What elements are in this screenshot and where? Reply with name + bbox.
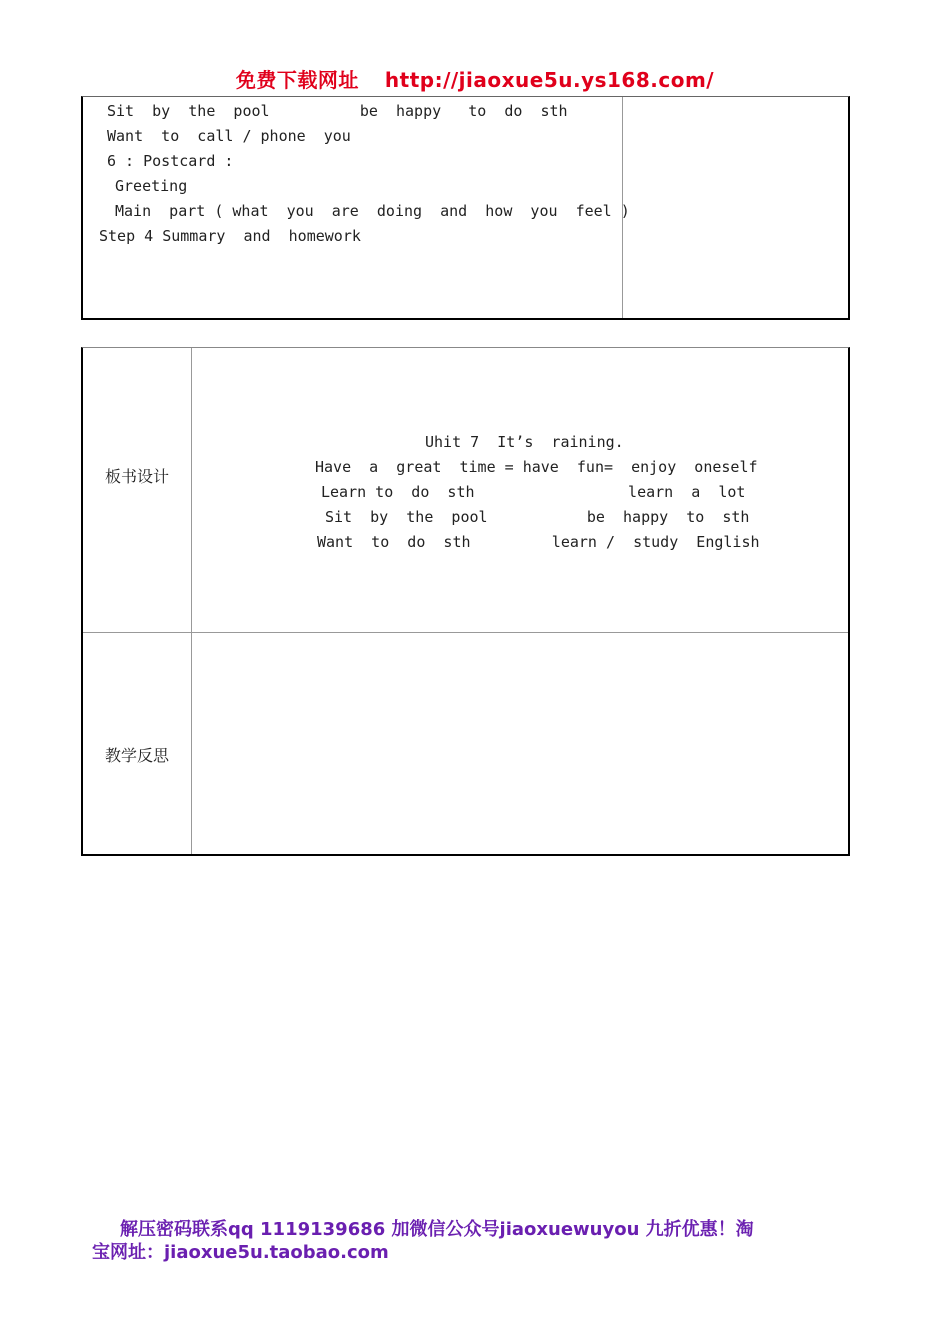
board-line: Have a great time = have fun= enjoy oneself [315, 458, 758, 476]
download-header [0, 64, 950, 93]
step-line: Main part ( what you are doing and how you feel ) [115, 202, 630, 220]
step-line: Want to call / phone you [107, 127, 351, 145]
board-line: Want to do sth learn / study English [317, 533, 760, 551]
footer-line-2: 宝网址：jiaoxue5u.taobao.com [92, 1242, 389, 1263]
step-line: Sit by the pool be happy to do sth [107, 102, 568, 120]
header-url-link[interactable]: http://jiaoxue5u.ys168.com/ [384, 68, 715, 92]
footer-line-1: 解压密码联系qq 1119139686 加微信公众号jiaoxuewuyou 九折优惠！淘 [120, 1219, 754, 1240]
footer-notice [92, 1218, 852, 1264]
lesson-steps-table [81, 96, 850, 320]
board-line: Learn to do sth learn a lot [321, 483, 746, 501]
row-divider [83, 632, 848, 633]
board-line: Sit by the pool be happy to sth [325, 508, 750, 526]
column-divider [191, 348, 192, 854]
step-line: Greeting [115, 177, 188, 195]
board-line: Uhit 7 It’s raining. [425, 433, 624, 451]
step-line: Step 4 Summary and homework [99, 227, 361, 245]
step-line: 6 : Postcard : [107, 152, 234, 170]
header-title: 免费下载网址 [235, 68, 359, 92]
board-design-label: 板书设计 [104, 467, 169, 486]
teaching-reflection-label: 教学反思 [104, 746, 169, 765]
board-reflection-table [81, 347, 850, 856]
